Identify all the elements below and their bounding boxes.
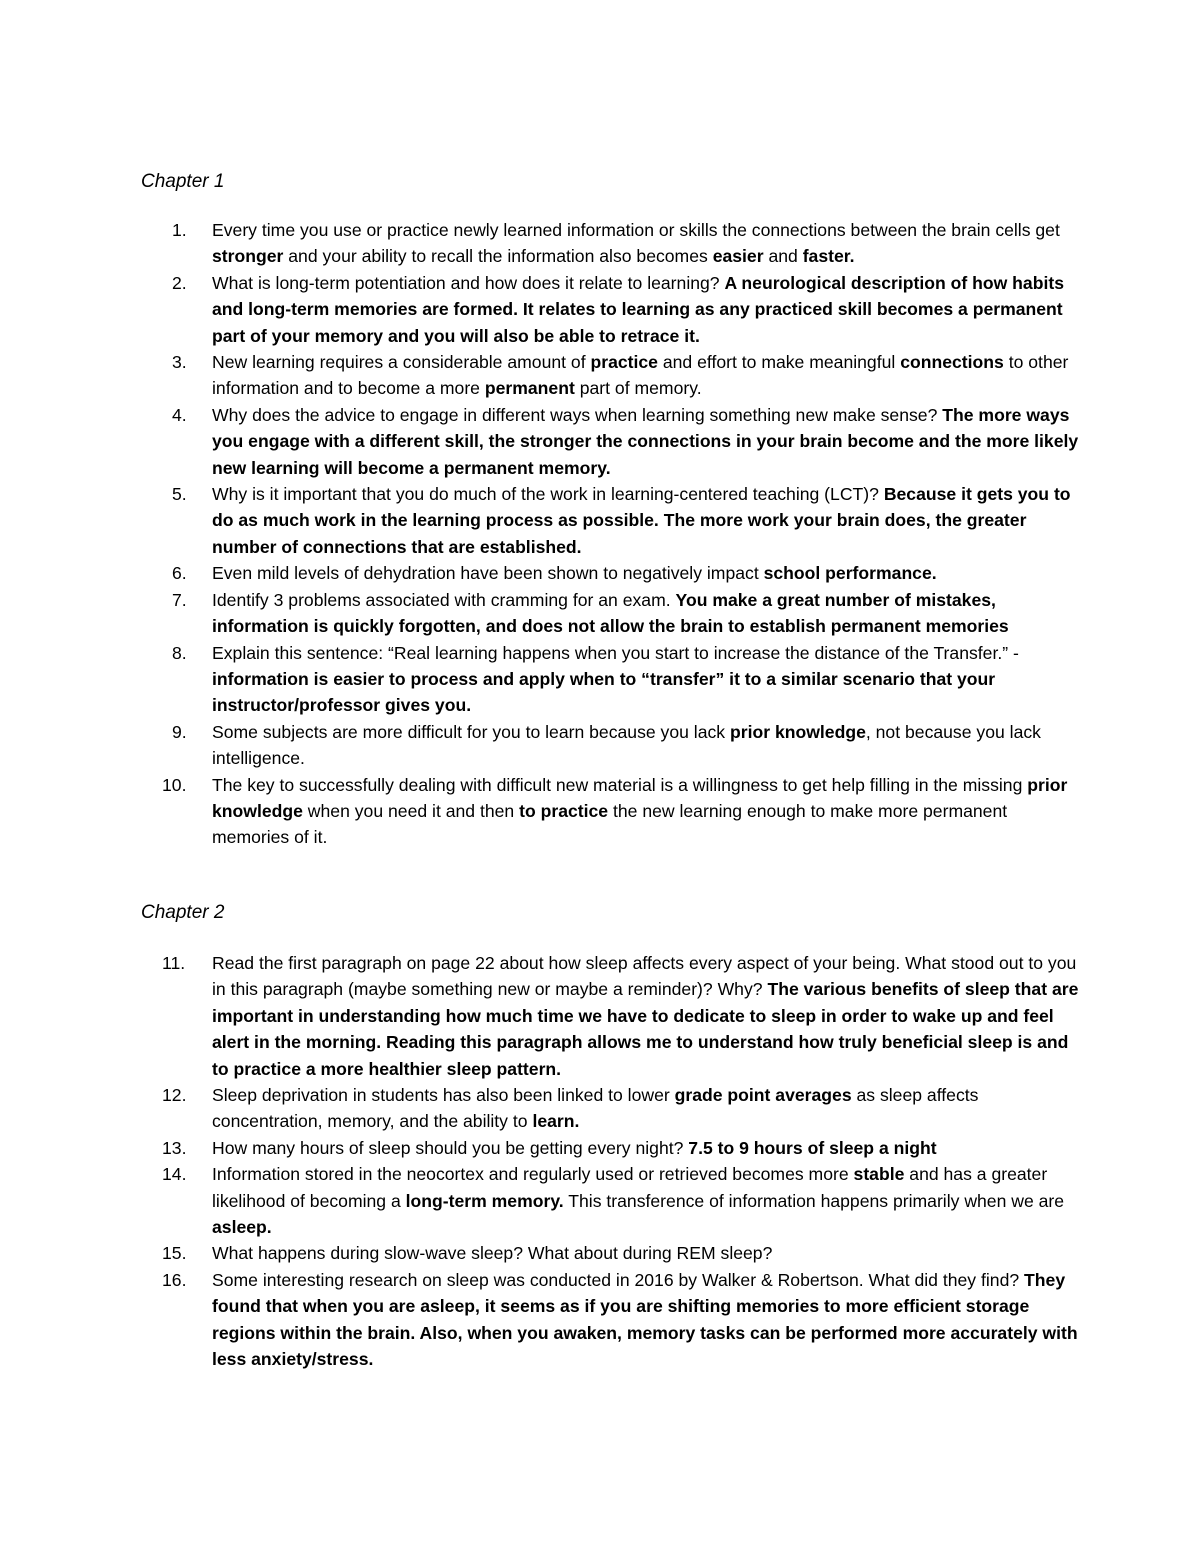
item-number: 8.: [172, 642, 187, 663]
answer-text: prior knowledge: [729, 721, 866, 742]
item-text: [212, 1138, 937, 1158]
answer-text: asleep.: [212, 1217, 272, 1238]
item-number: 12.: [162, 1085, 187, 1106]
prompt-text: What is long-term potentiation and how does it relate to learning?: [212, 272, 725, 293]
item-text: [212, 722, 1041, 768]
prompt-text: Why does the advice to engage in different ways when learning something new make sense?: [212, 404, 943, 425]
prompt-text: and your ability to recall the information also becomes: [283, 246, 713, 267]
answer-text: A neurological description of how habits and long-term memories are formed. It relates to learning as any practiced skill becomes a permanent part of your memory and you will also be able to retrace it.: [212, 272, 1064, 346]
prompt-text: part of memory.: [574, 378, 702, 399]
item-number: 7.: [172, 589, 187, 610]
prompt-text: New learning requires a considerable amount of: [212, 352, 591, 373]
prompt-text: Explain this sentence: “Real learning happens when you start to increase the distance of the Transfer.” -: [212, 642, 1019, 663]
prompt-text: Every time you use or practice newly learned information or skills the connections between the brain cells get: [212, 220, 1060, 240]
item-number: 11.: [162, 953, 186, 973]
list-item: [0, 560, 1200, 586]
item-text: [212, 352, 1068, 398]
list-item: [0, 1267, 1200, 1373]
prompt-text: How many hours of sleep should you be getting every night?: [212, 1137, 689, 1158]
item-text: [212, 1164, 1064, 1237]
answer-text: The various benefits of sleep that are important in understanding how much time we have to dedicate to sleep in order to wake up and feel alert in the morning. Reading this paragraph allows me to understand how truly beneficial sleep is and to practice a more healthier sleep pattern.: [212, 979, 1079, 1079]
item-text: [212, 273, 1064, 346]
list-item: [0, 402, 1200, 481]
answer-text: faster.: [802, 246, 855, 267]
item-number: 4.: [172, 404, 187, 425]
list-item: [0, 1240, 1200, 1266]
list-item: [0, 217, 1200, 270]
answer-text: They found that when you are asleep, it seems as if you are shifting memories to more efficient storage regions within the brain. Also, when you awaken, memory tasks can be performed more accurately with less anxiety/stress.: [212, 1269, 1078, 1370]
list-item: [0, 950, 1200, 1082]
answer-text: information is easier to process and apply when to “transfer” it to a similar scenario that your instructor/professor gives you.: [212, 668, 996, 716]
prompt-text: Even mild levels of dehydration have been shown to negatively impact: [212, 563, 764, 584]
list-item: [0, 270, 1200, 349]
answer-text: practice: [590, 352, 658, 373]
prompt-text: Sleep deprivation in students has also been linked to lower: [212, 1085, 675, 1106]
prompt-text: Some interesting research on sleep was conducted in 2016 by Walker & Robertson. What did they find?: [212, 1269, 1025, 1290]
answer-text: stronger: [212, 246, 284, 267]
item-number: 13.: [162, 1137, 187, 1158]
answer-text: stable: [853, 1164, 905, 1185]
answer-text: long-term memory.: [405, 1190, 564, 1211]
answer-text: permanent: [484, 378, 575, 399]
prompt-text: Read the first paragraph on page 22 about how sleep affects every aspect of your being. What stood out to you in this paragraph (maybe something new or maybe a reminder)? Why?: [212, 953, 1077, 1000]
prompt-text: the new learning enough to make more permanent memories of it.: [212, 800, 1008, 848]
prompt-text: What happens during slow-wave sleep? What about during REM sleep?: [212, 1243, 773, 1264]
prompt-text: and: [763, 246, 803, 267]
item-text: [212, 590, 1009, 636]
item-text: [212, 1243, 772, 1263]
item-text: [212, 1085, 978, 1131]
list-item: [0, 1161, 1200, 1240]
item-text: [212, 563, 937, 583]
question-list: [0, 950, 1200, 1373]
answer-text: The more ways you engage with a different skill, the stronger the connections in your brain become and the more likely new learning will become a permanent memory.: [212, 404, 1079, 478]
list-item: [0, 481, 1200, 560]
prompt-text: when you need it and then: [302, 800, 520, 821]
list-item: [0, 349, 1200, 402]
answer-text: Because it gets you to do as much work in the learning process as possible. The more work your brain does, the greater number of connections that are established.: [212, 484, 1071, 557]
prompt-text: , not because you lack intelligence.: [212, 721, 1041, 769]
item-text: [212, 643, 1019, 716]
prompt-text: Identify 3 problems associated with cramming for an exam.: [212, 589, 676, 610]
prompt-text: Information stored in the neocortex and regularly used or retrieved becomes more: [212, 1164, 854, 1185]
item-number: 3.: [172, 352, 187, 373]
item-number: 15.: [162, 1243, 187, 1264]
item-text: [212, 405, 1078, 478]
answer-text: You make a great number of mistakes, information is quickly forgotten, and does not allow the brain to establish permanent memories: [212, 589, 1009, 637]
prompt-text: and effort to make meaningful: [657, 352, 901, 373]
item-number: 9.: [172, 721, 187, 742]
prompt-text: The key to successfully dealing with difficult new material is a willingness to get help filling in the missing: [212, 774, 1028, 795]
prompt-text: and has a greater likelihood of becoming a: [212, 1164, 1048, 1211]
item-number: 2.: [172, 272, 187, 293]
item-number: 16.: [162, 1269, 187, 1290]
prompt-text: Some subjects are more difficult for you to learn because you lack: [212, 721, 730, 742]
item-number: 1.: [172, 220, 187, 240]
answer-text: learn.: [532, 1111, 580, 1132]
prompt-text: to other information and to become a more: [212, 352, 1069, 399]
list-item: [0, 587, 1200, 640]
answer-text: to practice: [519, 800, 609, 821]
answer-text: grade point averages: [674, 1085, 852, 1106]
item-number: 5.: [172, 484, 187, 505]
list-item: [0, 719, 1200, 772]
item-number: 10.: [162, 774, 187, 795]
answer-text: school performance.: [763, 563, 937, 584]
item-text: [212, 775, 1067, 848]
item-text: [212, 1270, 1078, 1369]
answer-text: prior knowledge: [212, 774, 1068, 821]
chapter-heading: Chapter 1: [141, 171, 225, 192]
prompt-text: as sleep affects concentration, memory, and the ability to: [212, 1085, 979, 1132]
list-item: [0, 1135, 1200, 1161]
item-text: [212, 220, 1060, 266]
answer-text: connections: [900, 352, 1004, 373]
item-number: 6.: [172, 563, 187, 584]
list-item: [0, 1082, 1200, 1135]
item-text: [212, 484, 1071, 557]
list-item: [0, 640, 1200, 719]
answer-text: easier: [712, 246, 764, 267]
answer-text: 7.5 to 9 hours of sleep a night: [688, 1137, 937, 1158]
item-text: [212, 953, 1078, 1079]
item-number: 14.: [162, 1164, 187, 1185]
list-item: [0, 772, 1200, 851]
prompt-text: This transference of information happens primarily when we are: [563, 1190, 1065, 1211]
chapter-heading: Chapter 2: [141, 902, 225, 923]
prompt-text: Why is it important that you do much of the work in learning-centered teaching (LCT)?: [212, 484, 884, 505]
question-list: [0, 217, 1200, 851]
